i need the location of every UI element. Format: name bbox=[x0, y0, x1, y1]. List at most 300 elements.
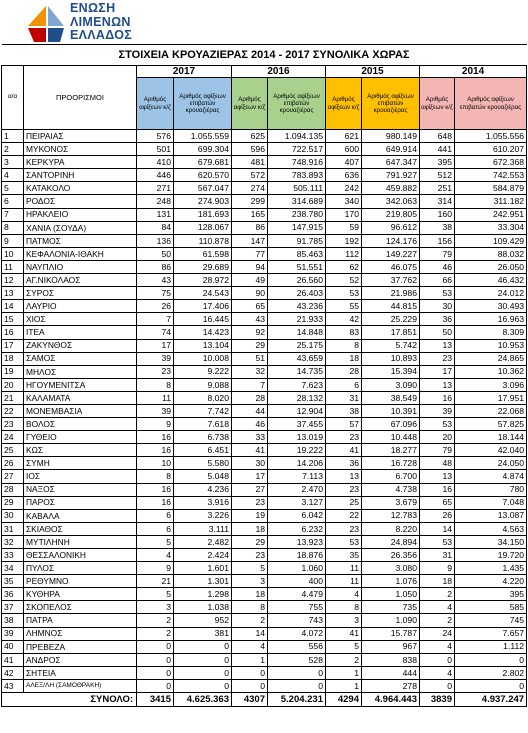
cell-arrivals-2014: 46 bbox=[420, 260, 455, 273]
cell-destination: ΠΕΙΡΑΙΑΣ bbox=[24, 130, 137, 143]
cell-arrivals-2016: 1 bbox=[232, 653, 268, 666]
cell-arrivals-2015: 53 bbox=[326, 287, 362, 300]
cell-destination: ΠΥΛΟΣ bbox=[24, 562, 137, 575]
cell-passengers-2016: 25.175 bbox=[268, 339, 326, 352]
year-header-2014: 2014 bbox=[420, 66, 527, 78]
cell-passengers-2017: 381 bbox=[174, 627, 232, 640]
cell-passengers-2014: 584.879 bbox=[455, 182, 527, 195]
cell-passengers-2015: 44.815 bbox=[362, 300, 420, 313]
cell-passengers-2015: 16.728 bbox=[362, 457, 420, 470]
table-row bbox=[2, 483, 527, 496]
table-row bbox=[2, 391, 527, 404]
cell-passengers-2014: 2.802 bbox=[455, 666, 527, 679]
cell-passengers-2016: 6.042 bbox=[268, 509, 326, 522]
totals-row bbox=[2, 693, 527, 707]
cell-arrivals-2017: 6 bbox=[137, 509, 174, 522]
cell-destination: ΚΑΒΑΛΑ bbox=[24, 509, 137, 522]
cell-passengers-2016: 18.876 bbox=[268, 549, 326, 562]
year-header-2015: 2015 bbox=[326, 66, 420, 78]
cell-passengers-2014: 24.865 bbox=[455, 352, 527, 365]
cell-aa: 28 bbox=[2, 483, 24, 496]
col-passengers-header-2014: Αριθμός αφίξεων επιβατών κρουαζιέρας bbox=[455, 78, 527, 130]
cell-arrivals-2016: 29 bbox=[232, 535, 268, 548]
cell-destination: ΚΥΘΗΡΑ bbox=[24, 588, 137, 601]
cell-passengers-2015: 21.986 bbox=[362, 287, 420, 300]
cell-passengers-2016: 28.132 bbox=[268, 391, 326, 404]
cell-arrivals-2016: 43 bbox=[232, 313, 268, 326]
cell-passengers-2015: 6.700 bbox=[362, 470, 420, 483]
cell-passengers-2014: 8.309 bbox=[455, 326, 527, 339]
cell-aa: 15 bbox=[2, 313, 24, 326]
cell-aa: 38 bbox=[2, 614, 24, 627]
cell-arrivals-2017: 16 bbox=[137, 431, 174, 444]
cell-arrivals-2015: 13 bbox=[326, 470, 362, 483]
cell-passengers-2014: 672.368 bbox=[455, 156, 527, 169]
cell-aa: 27 bbox=[2, 470, 24, 483]
cell-destination: ΡΕΘΥΜΝΟ bbox=[24, 575, 137, 588]
cell-arrivals-2015: 55 bbox=[326, 300, 362, 313]
cell-arrivals-2016: 23 bbox=[232, 549, 268, 562]
cell-passengers-2016: 755 bbox=[268, 601, 326, 614]
logo-line-2: ΛΙΜΕΝΩΝ bbox=[70, 14, 131, 29]
cell-arrivals-2017: 16 bbox=[137, 444, 174, 457]
cell-arrivals-2014: 17 bbox=[420, 365, 455, 378]
cell-arrivals-2015: 23 bbox=[326, 431, 362, 444]
cell-passengers-2015: 3.080 bbox=[362, 562, 420, 575]
cell-passengers-2017: 1.301 bbox=[174, 575, 232, 588]
cell-arrivals-2015: 636 bbox=[326, 169, 362, 182]
table-row bbox=[2, 195, 527, 208]
cell-arrivals-2014: 13 bbox=[420, 378, 455, 391]
table-row bbox=[2, 313, 527, 326]
cell-arrivals-2016: 86 bbox=[232, 221, 268, 234]
cell-passengers-2014: 88.032 bbox=[455, 247, 527, 260]
cell-passengers-2016: 26.403 bbox=[268, 287, 326, 300]
cell-arrivals-2017: 8 bbox=[137, 378, 174, 391]
cell-arrivals-2014: 38 bbox=[420, 221, 455, 234]
cell-arrivals-2016: 41 bbox=[232, 444, 268, 457]
cell-passengers-2014: 311.182 bbox=[455, 195, 527, 208]
cell-arrivals-2017: 5 bbox=[137, 535, 174, 548]
cell-destination: ΠΡΕΒΕΖΑ bbox=[24, 640, 137, 653]
table-row bbox=[2, 653, 527, 666]
cell-passengers-2017: 61.598 bbox=[174, 247, 232, 260]
cell-passengers-2014: 1.112 bbox=[455, 640, 527, 653]
cell-passengers-2015: 649.914 bbox=[362, 143, 420, 156]
cell-passengers-2014: 33.304 bbox=[455, 221, 527, 234]
cell-destination: ΣΥΡΟΣ bbox=[24, 287, 137, 300]
cell-arrivals-2017: 9 bbox=[137, 418, 174, 431]
table-row bbox=[2, 431, 527, 444]
cell-passengers-2014: 22.068 bbox=[455, 404, 527, 417]
cell-aa: 6 bbox=[2, 195, 24, 208]
cell-destination: ΠΑΤΜΟΣ bbox=[24, 234, 137, 247]
cell-arrivals-2016: 44 bbox=[232, 404, 268, 417]
total-passengers-2017: 4.625.363 bbox=[174, 693, 232, 707]
cell-passengers-2017: 8.020 bbox=[174, 391, 232, 404]
cell-aa: 26 bbox=[2, 457, 24, 470]
cell-destination: ΧΑΝΙΑ (ΣΟΥΔΑ) bbox=[24, 221, 137, 234]
cell-passengers-2017: 4.236 bbox=[174, 483, 232, 496]
cell-aa: 20 bbox=[2, 378, 24, 391]
cell-passengers-2017: 5.048 bbox=[174, 470, 232, 483]
cell-arrivals-2014: 0 bbox=[420, 679, 455, 692]
cell-arrivals-2015: 407 bbox=[326, 156, 362, 169]
cell-arrivals-2014: 0 bbox=[420, 653, 455, 666]
cell-passengers-2017: 3.226 bbox=[174, 509, 232, 522]
cell-destination: ΖΑΚΥΝΘΟΣ bbox=[24, 339, 137, 352]
cell-arrivals-2015: 600 bbox=[326, 143, 362, 156]
table-row bbox=[2, 535, 527, 548]
cell-passengers-2016: 2.470 bbox=[268, 483, 326, 496]
cell-arrivals-2017: 576 bbox=[137, 130, 174, 143]
cell-passengers-2014: 745 bbox=[455, 614, 527, 627]
cell-passengers-2014: 395 bbox=[455, 588, 527, 601]
cell-arrivals-2017: 501 bbox=[137, 143, 174, 156]
cell-passengers-2017: 620.570 bbox=[174, 169, 232, 182]
cell-arrivals-2014: 2 bbox=[420, 588, 455, 601]
cell-destination: ΣΥΜΗ bbox=[24, 457, 137, 470]
cell-passengers-2015: 444 bbox=[362, 666, 420, 679]
port-union-logo-icon bbox=[26, 4, 66, 44]
cell-passengers-2017: 10.008 bbox=[174, 352, 232, 365]
cell-destination: ΛΑΥΡΙΟ bbox=[24, 300, 137, 313]
cell-aa: 17 bbox=[2, 339, 24, 352]
cell-arrivals-2016: 0 bbox=[232, 679, 268, 692]
cell-passengers-2014: 42.040 bbox=[455, 444, 527, 457]
cell-destination: ΗΡΑΚΛΕΙΟ bbox=[24, 208, 137, 221]
cell-passengers-2014: 0 bbox=[455, 653, 527, 666]
cell-destination: ΒΟΛΟΣ bbox=[24, 418, 137, 431]
cell-passengers-2017: 1.055.559 bbox=[174, 130, 232, 143]
cell-arrivals-2014: 395 bbox=[420, 156, 455, 169]
cell-passengers-2017: 17.406 bbox=[174, 300, 232, 313]
total-arrivals-2015: 4294 bbox=[326, 693, 362, 707]
cell-destination: ΧΙΟΣ bbox=[24, 313, 137, 326]
cell-destination: ΣΚΙΑΘΟΣ bbox=[24, 522, 137, 535]
cell-passengers-2015: 8.220 bbox=[362, 522, 420, 535]
cell-passengers-2015: 838 bbox=[362, 653, 420, 666]
cell-passengers-2015: 18.277 bbox=[362, 444, 420, 457]
cell-arrivals-2015: 8 bbox=[326, 339, 362, 352]
cell-arrivals-2015: 242 bbox=[326, 182, 362, 195]
cell-aa: 39 bbox=[2, 627, 24, 640]
table-row bbox=[2, 234, 527, 247]
cell-arrivals-2017: 3 bbox=[137, 601, 174, 614]
cell-destination: ΣΑΜΟΣ bbox=[24, 352, 137, 365]
table-row bbox=[2, 300, 527, 313]
cell-arrivals-2015: 42 bbox=[326, 313, 362, 326]
cell-arrivals-2016: 90 bbox=[232, 287, 268, 300]
cell-passengers-2015: 4.738 bbox=[362, 483, 420, 496]
cell-passengers-2017: 1.298 bbox=[174, 588, 232, 601]
cell-aa: 10 bbox=[2, 247, 24, 260]
cell-aa: 2 bbox=[2, 143, 24, 156]
cell-passengers-2015: 15.394 bbox=[362, 365, 420, 378]
cell-passengers-2015: 3.679 bbox=[362, 496, 420, 509]
cell-arrivals-2015: 170 bbox=[326, 208, 362, 221]
cell-arrivals-2016: 46 bbox=[232, 418, 268, 431]
cell-arrivals-2017: 16 bbox=[137, 483, 174, 496]
table-row bbox=[2, 182, 527, 195]
cell-arrivals-2016: 29 bbox=[232, 339, 268, 352]
cell-aa: 24 bbox=[2, 431, 24, 444]
cell-arrivals-2016: 28 bbox=[232, 391, 268, 404]
cell-passengers-2015: 10.448 bbox=[362, 431, 420, 444]
table-row bbox=[2, 444, 527, 457]
total-arrivals-2016: 4307 bbox=[232, 693, 268, 707]
cell-aa: 22 bbox=[2, 404, 24, 417]
cell-passengers-2014: 7.657 bbox=[455, 627, 527, 640]
cell-passengers-2016: 1.060 bbox=[268, 562, 326, 575]
cell-passengers-2017: 29.689 bbox=[174, 260, 232, 273]
col-arrivals-header-2017: Αριθμός αφίξεων κ/ζ bbox=[137, 78, 174, 130]
cell-passengers-2017: 952 bbox=[174, 614, 232, 627]
cell-passengers-2016: 21.933 bbox=[268, 313, 326, 326]
cell-arrivals-2017: 21 bbox=[137, 575, 174, 588]
cell-arrivals-2015: 23 bbox=[326, 522, 362, 535]
cell-destination: ΡΟΔΟΣ bbox=[24, 195, 137, 208]
cell-arrivals-2017: 2 bbox=[137, 627, 174, 640]
cell-aa: 35 bbox=[2, 575, 24, 588]
cell-passengers-2016: 783.893 bbox=[268, 169, 326, 182]
cell-passengers-2015: 459.882 bbox=[362, 182, 420, 195]
cell-passengers-2016: 14.848 bbox=[268, 326, 326, 339]
cell-passengers-2014: 4.874 bbox=[455, 470, 527, 483]
cell-arrivals-2014: 18 bbox=[420, 575, 455, 588]
cell-arrivals-2016: 2 bbox=[232, 614, 268, 627]
cell-arrivals-2014: 79 bbox=[420, 444, 455, 457]
table-row bbox=[2, 352, 527, 365]
cell-arrivals-2016: 165 bbox=[232, 208, 268, 221]
cell-arrivals-2014: 156 bbox=[420, 234, 455, 247]
cell-arrivals-2015: 192 bbox=[326, 234, 362, 247]
cell-passengers-2014: 26.050 bbox=[455, 260, 527, 273]
cell-arrivals-2015: 8 bbox=[326, 601, 362, 614]
cell-arrivals-2016: 77 bbox=[232, 247, 268, 260]
cell-passengers-2015: 37.762 bbox=[362, 274, 420, 287]
cell-arrivals-2014: 36 bbox=[420, 313, 455, 326]
cell-passengers-2017: 6.738 bbox=[174, 431, 232, 444]
cell-passengers-2017: 24.543 bbox=[174, 287, 232, 300]
cruise-statistics-table bbox=[1, 44, 527, 707]
cell-passengers-2017: 0 bbox=[174, 666, 232, 679]
cell-passengers-2015: 149.227 bbox=[362, 247, 420, 260]
cell-arrivals-2014: 9 bbox=[420, 562, 455, 575]
cell-passengers-2015: 342.063 bbox=[362, 195, 420, 208]
cell-arrivals-2015: 2 bbox=[326, 653, 362, 666]
cell-aa: 18 bbox=[2, 352, 24, 365]
cell-arrivals-2017: 26 bbox=[137, 300, 174, 313]
total-arrivals-2017: 3415 bbox=[137, 693, 174, 707]
cell-arrivals-2015: 83 bbox=[326, 326, 362, 339]
cell-passengers-2014: 17.951 bbox=[455, 391, 527, 404]
cell-passengers-2015: 38.549 bbox=[362, 391, 420, 404]
cell-passengers-2015: 1.076 bbox=[362, 575, 420, 588]
cell-passengers-2017: 9.088 bbox=[174, 378, 232, 391]
cell-arrivals-2017: 136 bbox=[137, 234, 174, 247]
cell-passengers-2014: 780 bbox=[455, 483, 527, 496]
cell-arrivals-2014: 4 bbox=[420, 666, 455, 679]
cell-arrivals-2015: 1 bbox=[326, 666, 362, 679]
cell-passengers-2017: 699.304 bbox=[174, 143, 232, 156]
cell-passengers-2015: 3.090 bbox=[362, 378, 420, 391]
table-row bbox=[2, 509, 527, 522]
cell-passengers-2014: 1.055.556 bbox=[455, 130, 527, 143]
cell-arrivals-2015: 18 bbox=[326, 352, 362, 365]
table-row bbox=[2, 522, 527, 535]
cell-arrivals-2017: 43 bbox=[137, 274, 174, 287]
cell-arrivals-2015: 28 bbox=[326, 365, 362, 378]
cell-arrivals-2014: 66 bbox=[420, 274, 455, 287]
cell-aa: 31 bbox=[2, 522, 24, 535]
cell-arrivals-2016: 49 bbox=[232, 274, 268, 287]
cell-arrivals-2014: 30 bbox=[420, 300, 455, 313]
cell-passengers-2016: 3.127 bbox=[268, 496, 326, 509]
cell-aa: 19 bbox=[2, 365, 24, 378]
cell-passengers-2017: 7.618 bbox=[174, 418, 232, 431]
cell-passengers-2017: 13.104 bbox=[174, 339, 232, 352]
cell-destination: ΘΕΣΣΑΛΟΝΙΚΗ bbox=[24, 549, 137, 562]
cell-arrivals-2014: 24 bbox=[420, 627, 455, 640]
cell-arrivals-2015: 1 bbox=[326, 679, 362, 692]
cell-arrivals-2017: 6 bbox=[137, 522, 174, 535]
cell-arrivals-2017: 50 bbox=[137, 247, 174, 260]
cell-destination: ΑΝΔΡΟΣ bbox=[24, 653, 137, 666]
cell-arrivals-2017: 9 bbox=[137, 562, 174, 575]
cell-passengers-2017: 5.580 bbox=[174, 457, 232, 470]
table-row bbox=[2, 614, 527, 627]
cell-aa: 12 bbox=[2, 274, 24, 287]
table-row bbox=[2, 339, 527, 352]
cell-destination: ΙΤΕΑ bbox=[24, 326, 137, 339]
cell-arrivals-2016: 18 bbox=[232, 522, 268, 535]
cell-arrivals-2015: 25 bbox=[326, 496, 362, 509]
cell-arrivals-2016: 7 bbox=[232, 378, 268, 391]
cell-arrivals-2017: 86 bbox=[137, 260, 174, 273]
cell-aa: 30 bbox=[2, 509, 24, 522]
cell-destination: ΚΑΤΑΚΟΛΟ bbox=[24, 182, 137, 195]
cell-arrivals-2016: 65 bbox=[232, 300, 268, 313]
cell-arrivals-2017: 2 bbox=[137, 614, 174, 627]
table-row bbox=[2, 326, 527, 339]
cell-passengers-2015: 219.805 bbox=[362, 208, 420, 221]
cell-arrivals-2017: 5 bbox=[137, 588, 174, 601]
table-row bbox=[2, 640, 527, 653]
total-passengers-2015: 4.964.443 bbox=[362, 693, 420, 707]
table-row bbox=[2, 169, 527, 182]
cell-arrivals-2014: 13 bbox=[420, 470, 455, 483]
table-row bbox=[2, 549, 527, 562]
cell-arrivals-2017: 39 bbox=[137, 352, 174, 365]
cell-arrivals-2015: 41 bbox=[326, 444, 362, 457]
cell-passengers-2016: 147.915 bbox=[268, 221, 326, 234]
cell-arrivals-2015: 6 bbox=[326, 378, 362, 391]
cell-passengers-2015: 5.742 bbox=[362, 339, 420, 352]
cell-passengers-2014: 1.435 bbox=[455, 562, 527, 575]
table-row bbox=[2, 221, 527, 234]
table-title: ΣΤΟΙΧΕΙΑ ΚΡΟΥΑΖΙΕΡΑΣ 2014 - 2017 ΣΥΝΟΛΙΚΑ ΧΩΡΑΣ bbox=[2, 45, 527, 66]
cell-aa: 3 bbox=[2, 156, 24, 169]
cell-passengers-2014: 10.953 bbox=[455, 339, 527, 352]
table-row bbox=[2, 496, 527, 509]
logo-text bbox=[70, 2, 132, 43]
table-row bbox=[2, 588, 527, 601]
logo bbox=[26, 2, 166, 48]
cell-passengers-2015: 12.783 bbox=[362, 509, 420, 522]
cell-arrivals-2015: 36 bbox=[326, 457, 362, 470]
cell-arrivals-2016: 23 bbox=[232, 496, 268, 509]
cell-arrivals-2016: 94 bbox=[232, 260, 268, 273]
cell-arrivals-2017: 75 bbox=[137, 287, 174, 300]
cell-passengers-2014: 46.432 bbox=[455, 274, 527, 287]
cell-passengers-2016: 91.785 bbox=[268, 234, 326, 247]
cell-arrivals-2014: 648 bbox=[420, 130, 455, 143]
col-passengers-header-2015: Αριθμός αφίξεων επιβατών κρουαζιέρας bbox=[362, 78, 420, 130]
cell-arrivals-2017: 8 bbox=[137, 470, 174, 483]
total-passengers-2016: 5.204.231 bbox=[268, 693, 326, 707]
cell-passengers-2014: 10.362 bbox=[455, 365, 527, 378]
logo-line-3: ΕΛΛΑΔΟΣ bbox=[70, 28, 133, 42]
cell-arrivals-2017: 17 bbox=[137, 339, 174, 352]
cell-passengers-2014: 16.963 bbox=[455, 313, 527, 326]
table-row bbox=[2, 143, 527, 156]
table-row bbox=[2, 666, 527, 679]
table-row bbox=[2, 601, 527, 614]
cell-destination: ΣΑΝΤΟΡΙΝΗ bbox=[24, 169, 137, 182]
cell-aa: 4 bbox=[2, 169, 24, 182]
cell-arrivals-2016: 8 bbox=[232, 601, 268, 614]
cell-passengers-2014: 742.553 bbox=[455, 169, 527, 182]
cell-passengers-2016: 314.689 bbox=[268, 195, 326, 208]
cell-arrivals-2015: 31 bbox=[326, 391, 362, 404]
col-passengers-header-2016: Αριθμός αφίξεων επιβατών κρουαζιέρας bbox=[268, 78, 326, 130]
cell-destination: ΜΟΝΕΜΒΑΣΙΑ bbox=[24, 404, 137, 417]
cell-passengers-2014: 57.825 bbox=[455, 418, 527, 431]
cell-arrivals-2016: 19 bbox=[232, 509, 268, 522]
cell-arrivals-2017: 271 bbox=[137, 182, 174, 195]
cell-destination: ΣΗΤΕΙΑ bbox=[24, 666, 137, 679]
cell-arrivals-2016: 32 bbox=[232, 365, 268, 378]
cell-passengers-2016: 748.916 bbox=[268, 156, 326, 169]
cell-arrivals-2014: 13 bbox=[420, 339, 455, 352]
cell-arrivals-2015: 38 bbox=[326, 404, 362, 417]
cell-arrivals-2015: 4 bbox=[326, 588, 362, 601]
cell-arrivals-2016: 4 bbox=[232, 640, 268, 653]
cell-arrivals-2015: 340 bbox=[326, 195, 362, 208]
cell-passengers-2017: 7.742 bbox=[174, 404, 232, 417]
cell-destination: ΝΑΞΟΣ bbox=[24, 483, 137, 496]
cell-passengers-2015: 967 bbox=[362, 640, 420, 653]
table-row bbox=[2, 457, 527, 470]
total-passengers-2014: 4.937.247 bbox=[455, 693, 527, 707]
cell-passengers-2017: 16.445 bbox=[174, 313, 232, 326]
cell-aa: 23 bbox=[2, 418, 24, 431]
cell-arrivals-2016: 30 bbox=[232, 457, 268, 470]
cell-arrivals-2014: 2 bbox=[420, 614, 455, 627]
cell-arrivals-2014: 53 bbox=[420, 287, 455, 300]
cell-passengers-2014: 24.050 bbox=[455, 457, 527, 470]
cell-aa: 32 bbox=[2, 535, 24, 548]
col-arrivals-header-2016: Αριθμός αφίξεων κ/ζ bbox=[232, 78, 268, 130]
cell-arrivals-2017: 0 bbox=[137, 640, 174, 653]
table-row bbox=[2, 260, 527, 273]
cell-aa: 7 bbox=[2, 208, 24, 221]
cell-passengers-2014: 24.012 bbox=[455, 287, 527, 300]
table-row bbox=[2, 130, 527, 143]
cell-arrivals-2014: 16 bbox=[420, 391, 455, 404]
cell-destination: ΑΛΕΞ/ΛΗ (ΣΑΜΟΘΡΑΚΗ) bbox=[24, 679, 137, 692]
